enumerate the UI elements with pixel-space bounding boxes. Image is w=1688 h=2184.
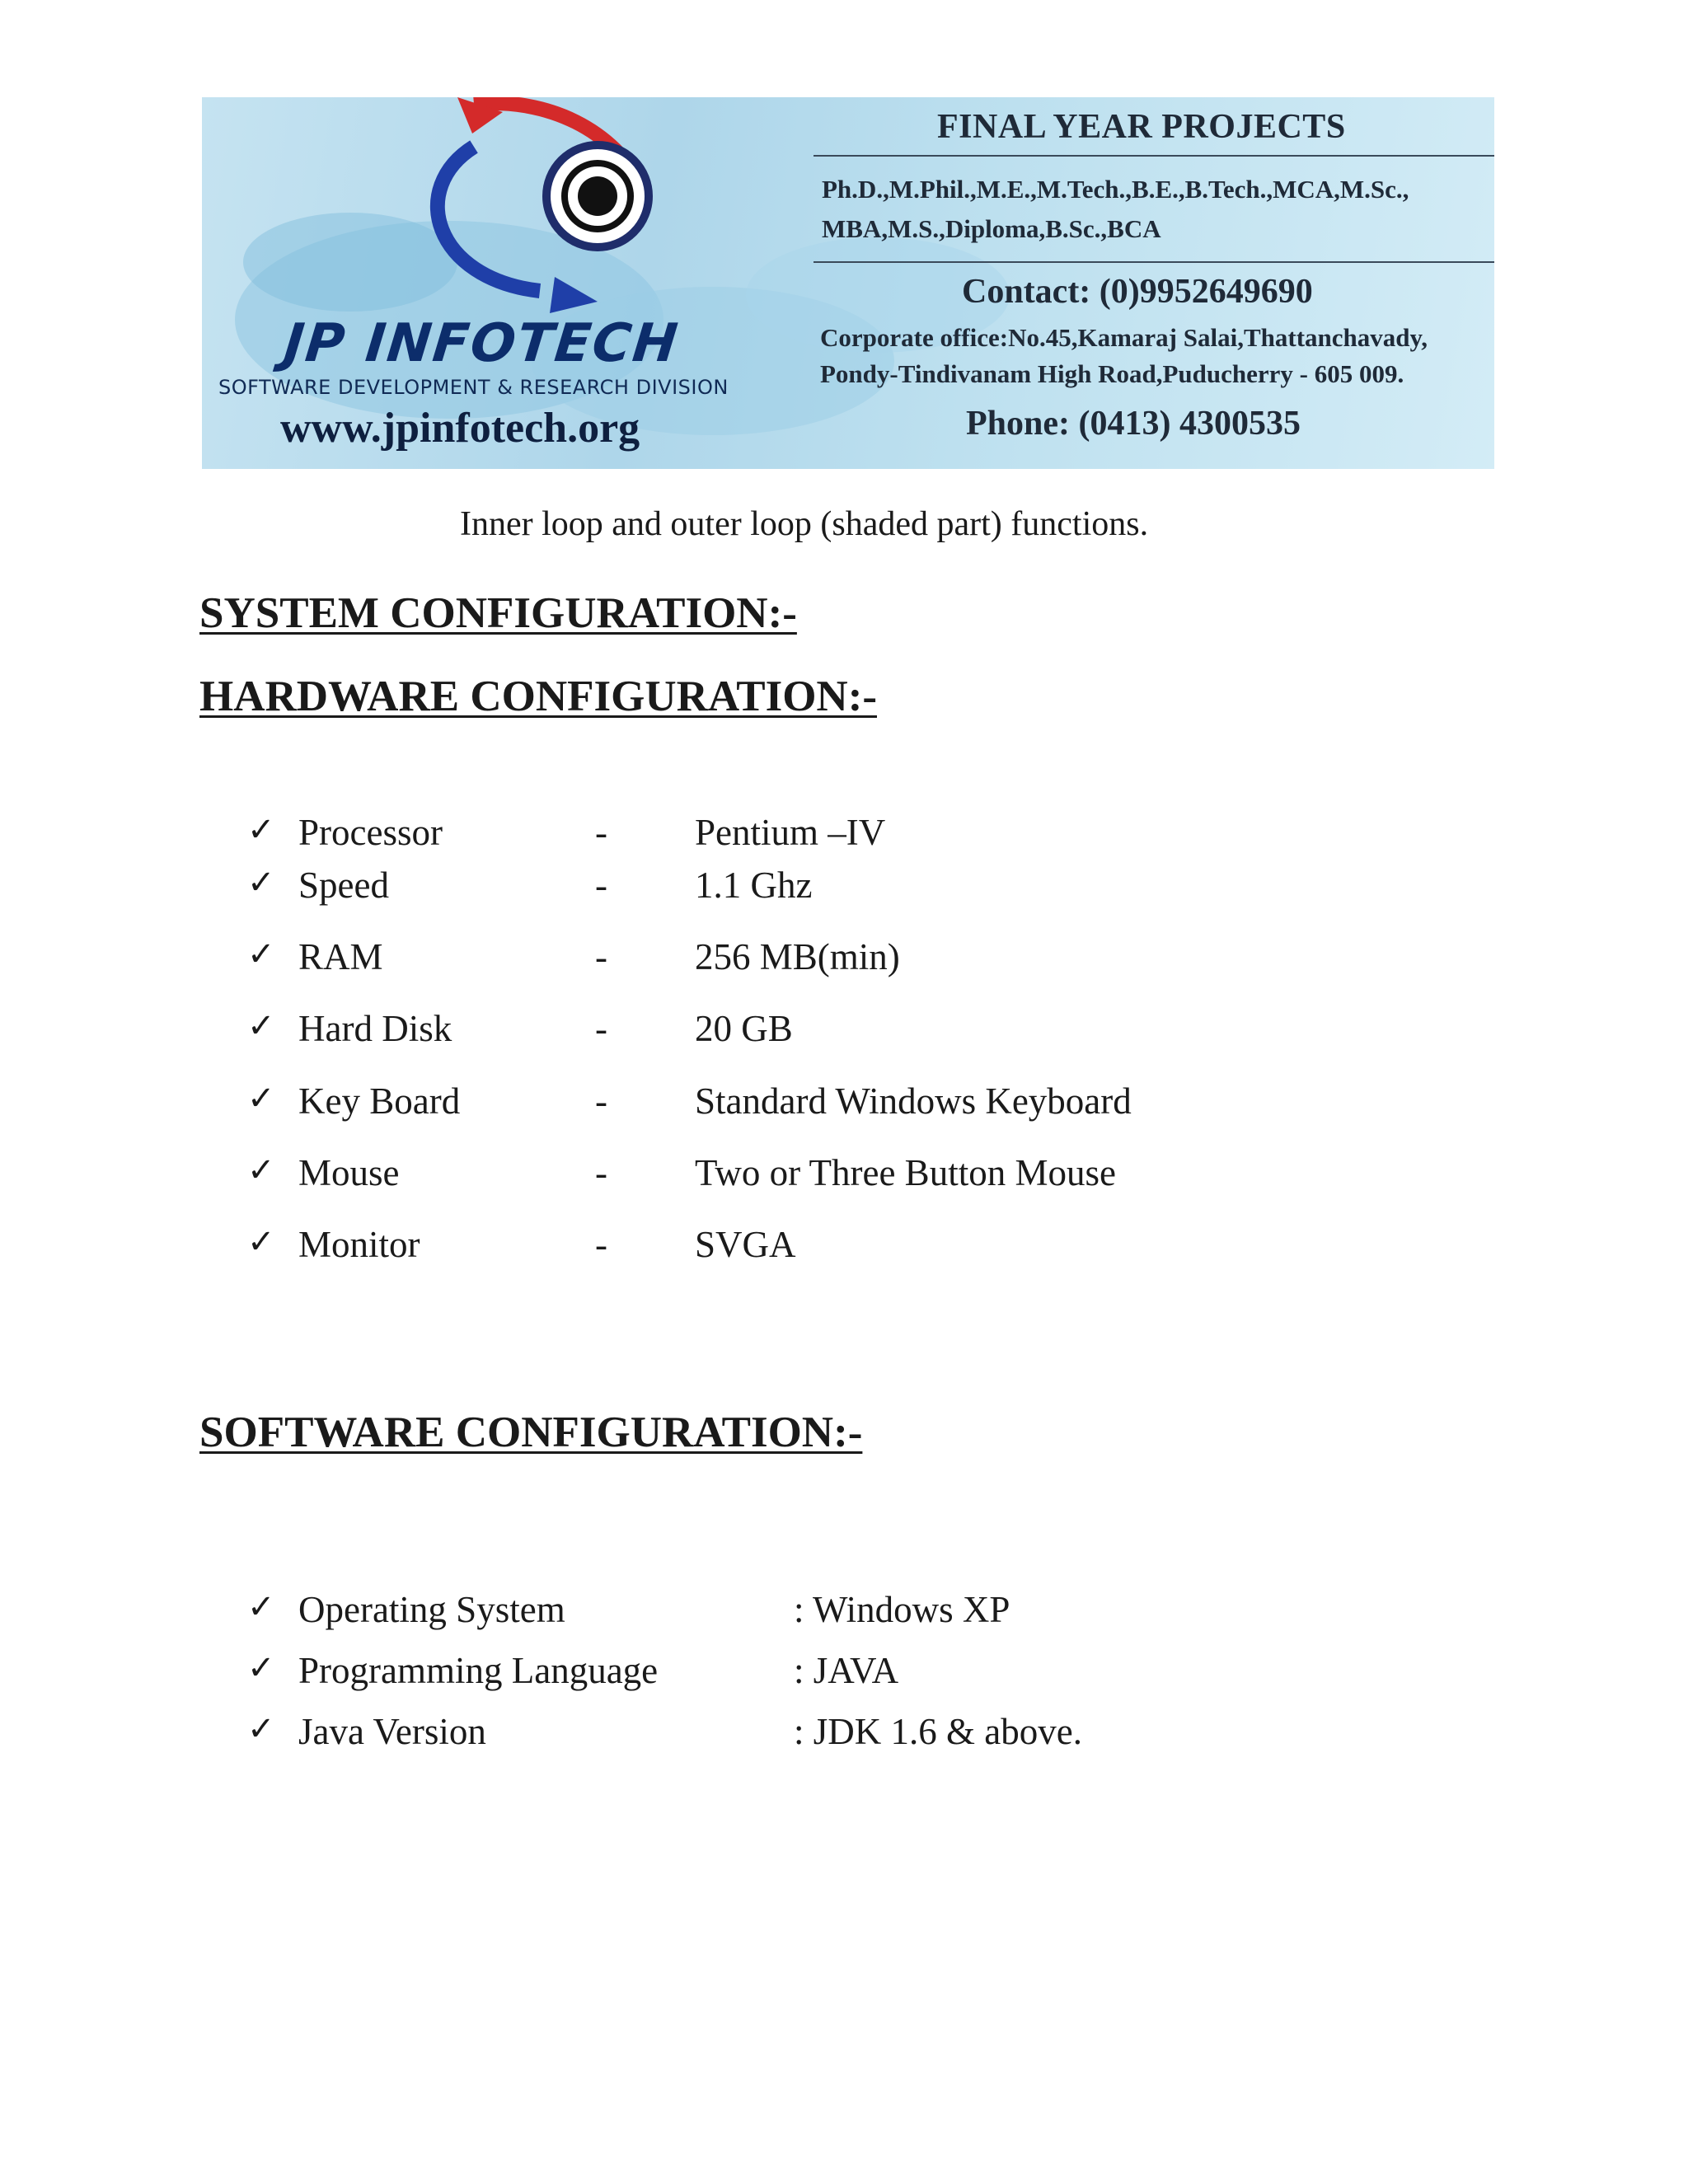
list-item <box>0 864 1688 913</box>
list-item <box>0 811 1688 860</box>
spec-value: : JAVA <box>794 1650 899 1691</box>
brand-name: JP INFOTECH <box>281 313 682 374</box>
list-item <box>0 1710 1688 1760</box>
spec-value: Pentium –IV <box>695 812 886 853</box>
spec-value: 1.1 Ghz <box>695 865 813 906</box>
spec-separator: - <box>595 865 607 906</box>
office-address <box>820 320 1492 392</box>
spec-label: Hard Disk <box>298 1008 452 1049</box>
spec-value: 20 GB <box>695 1008 793 1049</box>
phone-number: Phone: (0413) 4300535 <box>966 405 1301 443</box>
spec-separator: - <box>595 1224 607 1265</box>
header-banner <box>202 97 1494 469</box>
check-icon: ✓ <box>247 864 275 902</box>
spec-label: Key Board <box>298 1080 461 1122</box>
spec-label: Programming Language <box>298 1650 659 1691</box>
check-icon: ✓ <box>247 1649 275 1687</box>
degrees-line: MBA,M.S.,Diploma,B.Sc.,BCA <box>822 214 1161 243</box>
contact-number: Contact: (0)9952649690 <box>962 273 1313 311</box>
degrees-list <box>822 170 1481 249</box>
check-icon: ✓ <box>247 1710 275 1748</box>
spec-separator: - <box>595 812 607 853</box>
logo-icon <box>334 97 828 344</box>
spec-separator: - <box>595 1152 607 1193</box>
hardware-config-heading: HARDWARE CONFIGURATION:- <box>199 673 877 720</box>
list-item <box>0 1588 1688 1638</box>
degrees-line: Ph.D.,M.Phil.,M.E.,M.Tech.,B.E.,B.Tech.,MCA,M.Sc., <box>822 175 1409 204</box>
check-icon: ✓ <box>247 1588 275 1626</box>
banner-info-panel <box>814 97 1494 469</box>
spec-separator: - <box>595 1008 607 1049</box>
system-config-heading: SYSTEM CONFIGURATION:- <box>199 589 797 637</box>
list-item <box>0 935 1688 985</box>
spec-value: : JDK 1.6 & above. <box>794 1711 1082 1752</box>
address-line: Pondy-Tindivanam High Road,Puducherry - 605 009. <box>820 359 1404 388</box>
software-config-heading: SOFTWARE CONFIGURATION:- <box>199 1408 863 1456</box>
check-icon: ✓ <box>247 1223 275 1261</box>
list-item <box>0 1223 1688 1272</box>
spec-label: Monitor <box>298 1224 420 1265</box>
spec-value: 256 MB(min) <box>695 936 900 977</box>
spec-separator: - <box>595 936 607 977</box>
check-icon: ✓ <box>247 811 275 849</box>
division-tagline: SOFTWARE DEVELOPMENT & RESEARCH DIVISION <box>218 376 729 399</box>
divider <box>814 155 1494 157</box>
divider <box>814 261 1494 263</box>
spec-label: Operating System <box>298 1589 565 1630</box>
spec-label: Java Version <box>298 1711 486 1752</box>
list-item <box>0 1649 1688 1699</box>
banner-heading: FINAL YEAR PROJECTS <box>937 108 1346 146</box>
spec-label: Speed <box>298 865 389 906</box>
check-icon: ✓ <box>247 1080 275 1118</box>
website-link[interactable]: www.jpinfotech.org <box>280 405 640 452</box>
spec-label: Processor <box>298 812 443 853</box>
spec-value: Two or Three Button Mouse <box>695 1152 1116 1193</box>
check-icon: ✓ <box>247 1151 275 1189</box>
spec-label: Mouse <box>298 1152 400 1193</box>
list-item <box>0 1151 1688 1201</box>
spec-value: SVGA <box>695 1224 796 1265</box>
address-line: Corporate office:No.45,Kamaraj Salai,Thattanchavady, <box>820 323 1428 352</box>
spec-value: Standard Windows Keyboard <box>695 1080 1132 1122</box>
check-icon: ✓ <box>247 1007 275 1045</box>
spec-value: : Windows XP <box>794 1589 1010 1630</box>
spec-separator: - <box>595 1080 607 1122</box>
spec-label: RAM <box>298 936 383 977</box>
figure-caption: Inner loop and outer loop (shaded part) functions. <box>460 505 1149 543</box>
list-item <box>0 1007 1688 1057</box>
list-item <box>0 1080 1688 1129</box>
check-icon: ✓ <box>247 935 275 973</box>
